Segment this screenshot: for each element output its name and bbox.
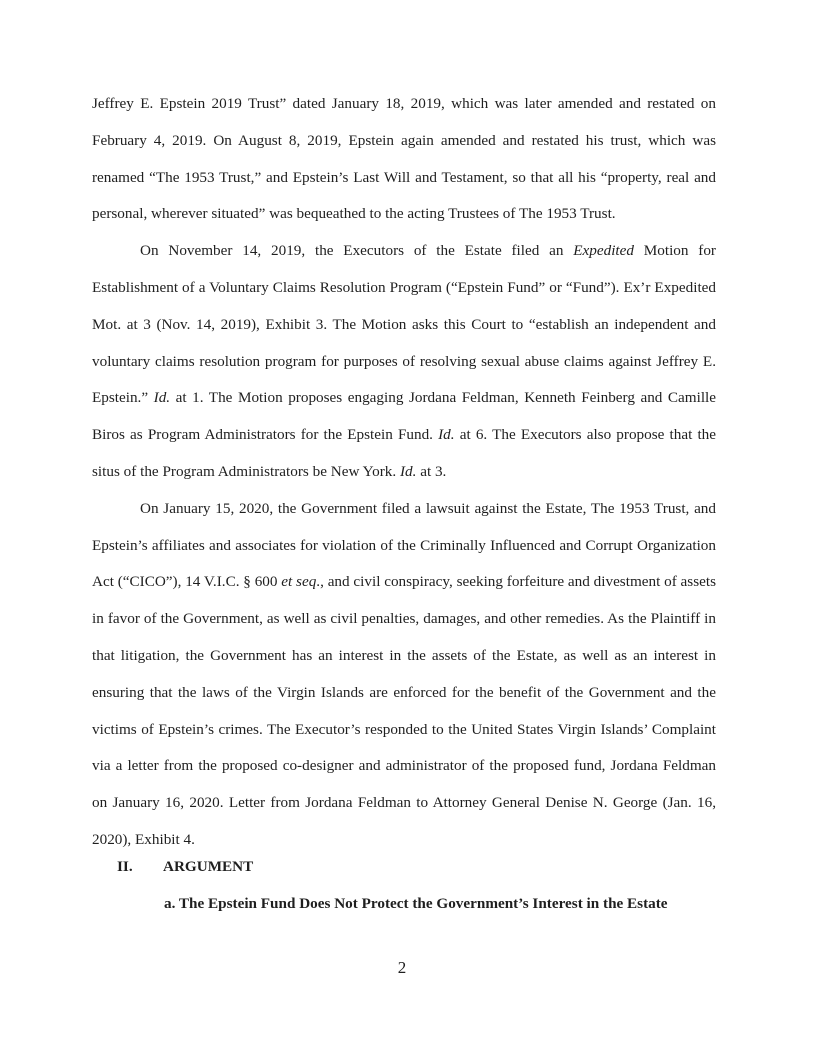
- paragraph-1: Jeffrey E. Epstein 2019 Trust” dated January 18, 2019, which was later amended and restated on February 4, 2019. On August 8, 2019, Epstein again amended and restated his trust, which was renamed “The 1953 Trust,” and Epstein’s Last Will and Testament, so that all his “property, real and personal, wherever situated” was bequeathed to the acting Trustees of The 1953 Trust.: [92, 95, 716, 223]
- paragraph-2-italic-3: Id.: [438, 426, 455, 444]
- paragraph-2-italic-2: Id.: [153, 389, 171, 407]
- subsection-heading: [164, 894, 668, 914]
- section-title: ARGUMENT: [163, 858, 254, 875]
- paragraph-2-text-4: at 6. The Executors also propose that the situs of the Program Administrators be New York.: [92, 426, 716, 480]
- paragraph-2-text-1: On November 14, 2019, the Executors of the Estate filed an: [140, 242, 574, 260]
- paragraph-2: [92, 233, 716, 491]
- paragraph-3-italic-1: et seq: [281, 573, 317, 591]
- subsection-title: The Epstein Fund Does Not Protect the Government’s Interest in the Estate: [178, 895, 668, 912]
- section-heading: [117, 857, 253, 877]
- paragraph-2-text-3: at 1. The Motion proposes engaging Jordana Feldman, Kenneth Feinberg and Camille Biros as Program Administrators for the Epstein Fund.: [92, 389, 716, 444]
- paragraph-2-italic-1: Expedited: [573, 242, 634, 260]
- paragraph-2-text-2: Motion for Establishment of a Voluntary Claims Resolution Program (“Epstein Fund” or “Fund”). Ex’r Expedited Mot. at 3 (Nov. 14, 2019), Exhibit 3. The Motion asks this Court to “establish an independent and voluntary claims resolution program for purposes of resolving sexual abuse claims against Jeffrey E. Epstein.”: [92, 242, 716, 407]
- body-text: [92, 86, 716, 859]
- paragraph-3: [92, 491, 716, 859]
- paragraph-2-text-5: at 3.: [416, 462, 447, 480]
- subsection-label: a.: [164, 895, 176, 912]
- section-number: II.: [117, 858, 133, 875]
- paragraph-3-text-2: ., and civil conspiracy, seeking forfeiture and divestment of assets in favor of the Government, as well as civil penalties, damages, and other remedies. As the Plaintiff in that litigation, the Government has an interest in the assets of the Estate, as well as an interest in ensuring that the laws of the Virgin Islands are enforced for the benefit of the Government and the victims of Epstein’s crimes. The Executor’s responded to the United States Virgin Islands’ Complaint via a letter from the proposed co-designer and administrator of the proposed fund, Jordana Feldman on January 16, 2020. Letter from Jordana Feldman to Attorney General Denise N. George (Jan. 16, 2020), Exhibit 4.: [92, 573, 716, 848]
- paragraph-2-italic-4: Id.: [399, 462, 417, 480]
- page-number: 2: [397, 958, 407, 977]
- paragraph-3-text-1: On January 15, 2020, the Government filed a lawsuit against the Estate, The 1953 Trust, and Epstein’s affiliates and associates for violation of the Criminally Influenced and Corrupt Organization Act (“CICO”), 14 V.I.C. § 600: [92, 499, 716, 591]
